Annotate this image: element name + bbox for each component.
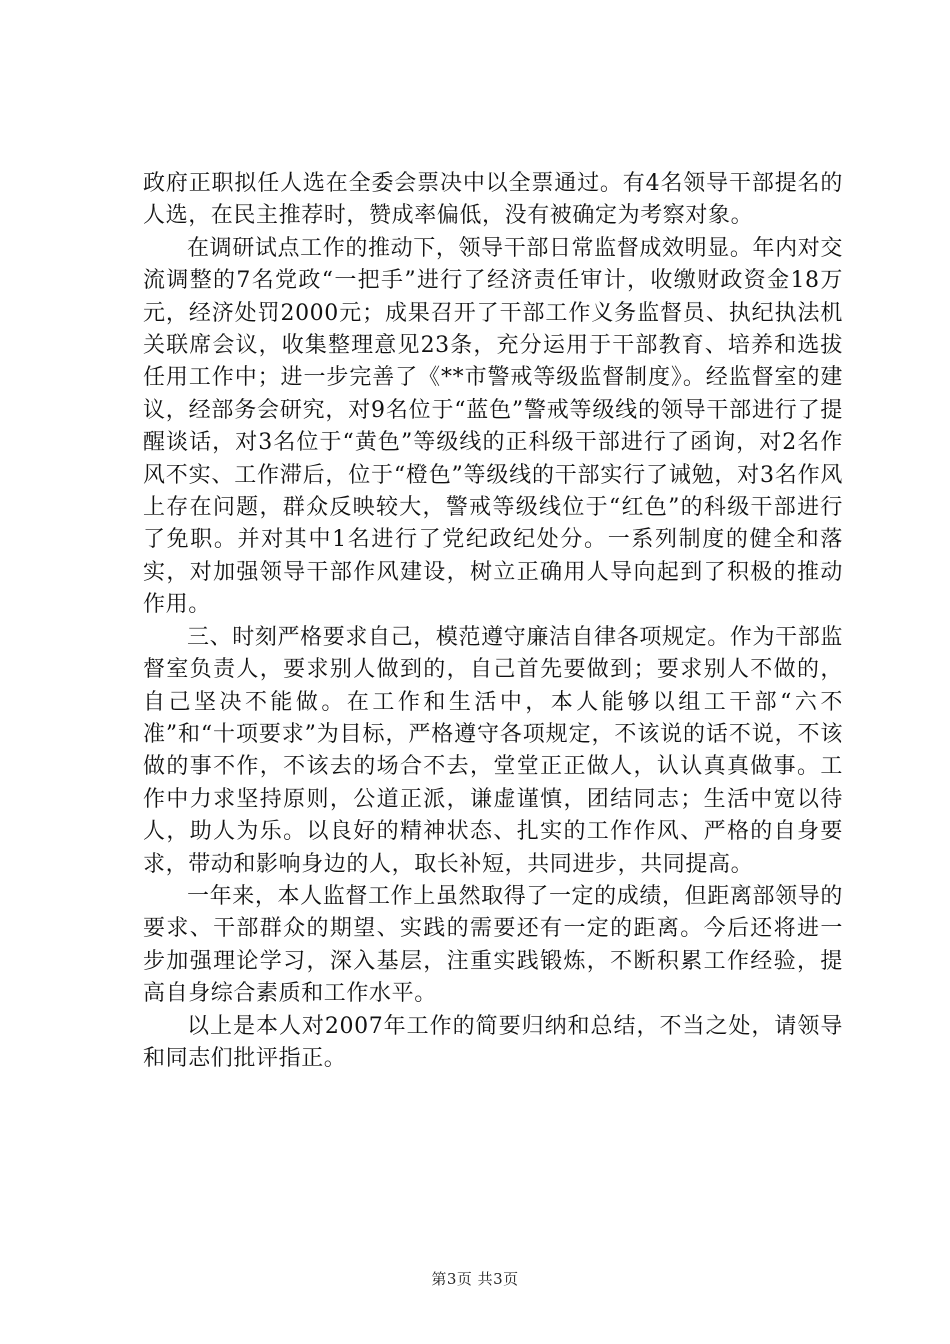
document-body (143, 168, 843, 1075)
paragraph-self-discipline: 三、时刻严格要求自己，模范遵守廉洁自律各项规定。作为干部监督室负责人，要求别人做到的，自己首先要做到；要求别人不做的，自己坚决不能做。在工作和生活中，本人能够以组工干部“六不准”和“十项要求”为目标，严格遵守各项规定，不该说的话不说，不该做的事不作，不该去的场合不去，堂堂正正做人，认认真真做事。工作中力求坚持原则，公道正派，谦虚谨慎，团结同志；生活中宽以待人，助人为乐。以良好的精神状态、扎实的工作作风、严格的自身要求，带动和影响身边的人，取长补短，共同进步，共同提高。 (143, 624, 843, 877)
page-number-footer: 第3页 共3页 (431, 1270, 519, 1288)
paragraph-supervision-results: 在调研试点工作的推动下，领导干部日常监督成效明显。年内对交流调整的7名党政“一把手”进行了经济责任审计，收缴财政资金18万元，经济处罚2000元；成果召开了干部工作义务监督员、执纪执法机关联席会议，收集整理意见23条，充分运用于干部教育、培养和选拔任用工作中；进一步完善了《**市警戒等级监督制度》。经监督室的建议，经部务会研究，对9名位于“蓝色”警戒等级线的领导干部进行了提醒谈话，对3名位于“黄色”等级线的正科级干部进行了函询，对2名作风不实、工作滞后，位于“橙色”等级线的干部实行了诫勉，对3名作风上存在问题，群众反映较大，警戒等级线位于“红色”的科级干部进行了免职。并对其中1名进行了党纪政纪处分。一系列制度的健全和落实，对加强领导干部作风建设，树立正确用人导向起到了积极的推动作用。 (143, 235, 843, 618)
paragraph-closing: 以上是本人对2007年工作的简要归纳和总结，不当之处，请领导和同志们批评指正。 (143, 1013, 843, 1071)
paragraph-shortcomings: 一年来，本人监督工作上虽然取得了一定的成绩，但距离部领导的要求、干部群众的期望、实践的需要还有一定的距离。今后还将进一步加强理论学习，深入基层，注重实践锻炼，不断积累工作经验，提高自身综合素质和工作水平。 (143, 883, 843, 1007)
paragraph-continuation: 政府正职拟任人选在全委会票决中以全票通过。有4名领导干部提名的人选，在民主推荐时，赞成率偏低，没有被确定为考察对象。 (143, 171, 843, 229)
